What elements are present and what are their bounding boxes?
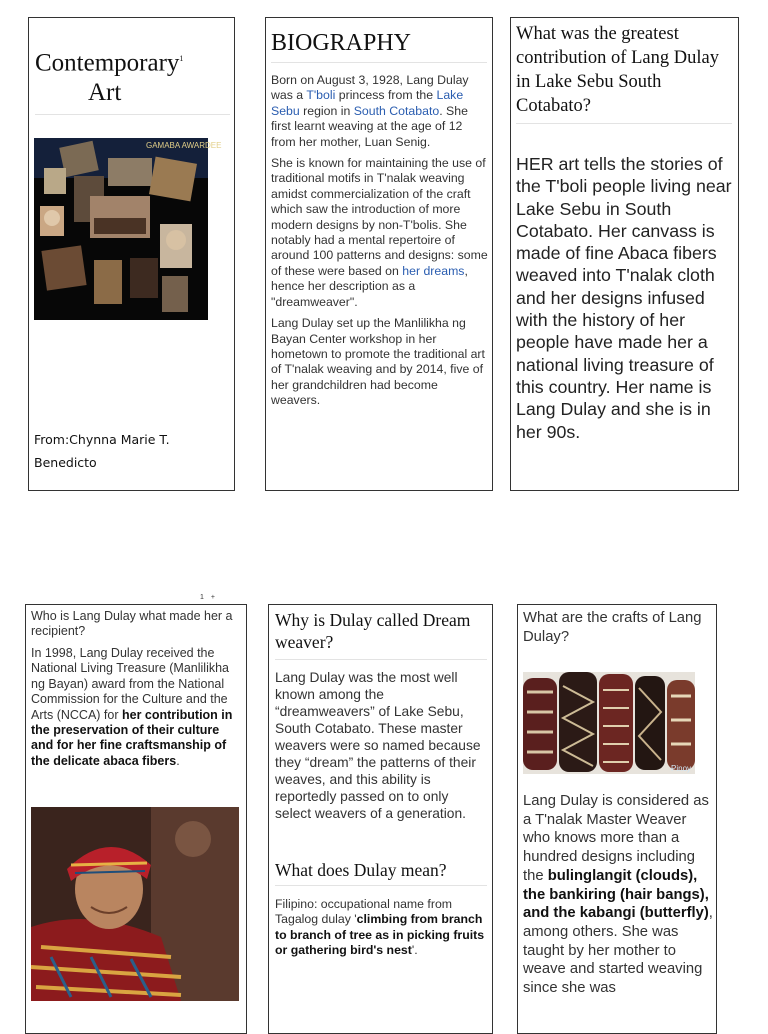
contribution-heading: What was the greatest contribution of Lang Dulay in Lake Sebu South Cotabato?	[516, 22, 732, 124]
author-credit	[34, 428, 229, 474]
lake-sebu-link[interactable]: Lake Sebu	[271, 88, 464, 118]
author-line1: From:Chynna Marie T.	[34, 432, 170, 447]
dream-weaver-heading: Why is Dulay called Dream weaver?	[275, 609, 487, 660]
contribution-body: HER art tells the stories of the T'boli people living near Lake Sebu in South Cotabato. Her canvass is made of fine Abaca fibers weaved into T'nalak cloth and her designs infused with the history of her people have made her a national living treasure of this country. Her name is Lang Dulay and she is in her 90s.	[516, 154, 732, 442]
recipient-paragraph	[31, 646, 243, 769]
bio-p1-text-a: Born on August 3, 1928, Lang Dulay was a	[271, 73, 469, 103]
page-title	[35, 44, 230, 115]
biography-paragraph-1	[271, 73, 489, 150]
dream-weaver-body: Lang Dulay was the most well known among the “dreamweavers” of Lake Sebu, South Cotabato. These master weavers were so named because they “dream” the patterns of their weaves, and this ability is reportedly passed on to only select weavers of a generation.	[275, 670, 481, 821]
page-mark-left: 1	[200, 594, 211, 601]
biography-heading: BIOGRAPHY	[271, 28, 487, 63]
page-mark-right: +	[210, 594, 222, 601]
recipient-question: Who is Lang Dulay what made her a recipient?	[31, 609, 233, 639]
bio-p1-text-b: princess from the	[335, 88, 437, 103]
panel-contemporary-art	[28, 17, 235, 491]
bio-p1-text-d: . She first learnt weaving at the age of 12 from her mother, Luan Senig.	[271, 103, 468, 149]
south-cotabato-link[interactable]: South Cotabato	[353, 103, 440, 118]
tboli-link[interactable]: T'boli	[306, 88, 336, 103]
title-footnote-mark: 1	[179, 54, 184, 63]
author-line2: Benedicto	[34, 455, 97, 470]
recipient-text-bold: her contribution in the preservation of their culture and for her fine craftsmanship of the delicate abaca fibers	[31, 707, 233, 768]
dulay-meaning-body	[275, 897, 485, 959]
panel-crafts	[517, 604, 717, 1034]
recipient-text-a: In 1998, Lang Dulay received the National Living Treasure (Manlilikha ng Bayan) award from the National Commission for the Culture and the Arts (NCCA) for	[31, 646, 230, 722]
panel-dream-weaver	[268, 604, 493, 1034]
crafts-question: What are the crafts of Lang Dulay?	[523, 610, 702, 645]
collage-image	[34, 138, 222, 320]
crafts-text-bold: bulinglangit (clouds), the bankiring (hair bangs), and the kabangi (butterfly)	[523, 867, 709, 922]
bio-p2-text-b: , hence her description as a "dreamweaver".	[271, 263, 468, 309]
biography-paragraph-2	[271, 156, 489, 310]
cloth-image	[523, 672, 695, 774]
panel-recipient	[25, 604, 247, 1034]
portrait-image	[31, 807, 239, 1001]
crafts-body	[523, 792, 715, 998]
lang-dulay-portrait	[31, 807, 239, 1001]
collage-photo	[34, 138, 222, 320]
meaning-text-b: '.	[411, 943, 418, 958]
meaning-text-a: Filipino: occupational name from Tagalog dulay '	[275, 897, 453, 927]
bio-p2-text-a: She is known for maintaining the use of traditional motifs in T'nalak weaving amidst commercialization of the craft which saw the introduction of more modern designs by non-T'bolis. She notably had a mental repertoire of around 100 patterns and designs: some of these were based on	[271, 156, 488, 278]
photo-watermark: Pinoy	[671, 764, 692, 773]
bio-p1-text-c: region in	[299, 103, 354, 118]
panel-biography	[265, 17, 493, 491]
crafts-text-a: Lang Dulay is considered as a T'nalak Master Weaver who knows more than a hundred designs including the	[523, 793, 709, 884]
page-marks	[200, 594, 222, 601]
collage-banner-text: GAMABA AWARDEE	[146, 141, 222, 150]
crafts-text-b: , among others. She was taught by her mother to weave and started weaving since she was	[523, 905, 713, 997]
title-line2: Art	[88, 79, 122, 107]
title-line1: Contemporary	[35, 49, 180, 77]
tnalak-cloth-photo	[523, 672, 695, 774]
dulay-meaning-heading: What does Dulay mean?	[275, 859, 487, 886]
panel-greatest-contribution	[510, 17, 739, 491]
recipient-text-end: .	[176, 753, 180, 768]
biography-paragraph-3: Lang Dulay set up the Manlilikha ng Bayan Center workshop in her hometown to promote the traditional art of T'nalak weaving and by 2014, five of her grandchildren had become weavers.	[271, 316, 485, 408]
her-dreams-link[interactable]: her dreams	[402, 263, 465, 278]
biography-text	[271, 73, 489, 409]
meaning-text-bold: climbing from branch to branch of tree as in picking fruits or gathering bird's nest	[275, 912, 485, 958]
